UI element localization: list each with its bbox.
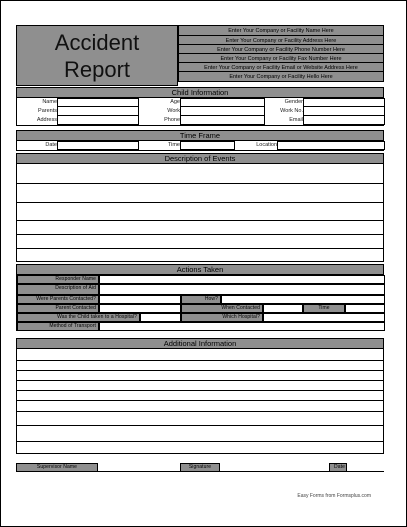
description-line xyxy=(17,202,383,203)
work-label: Work xyxy=(167,108,180,114)
email-field[interactable] xyxy=(303,115,385,125)
contact-time-label: Time xyxy=(303,304,345,313)
age-label: Age xyxy=(170,99,180,105)
title-line-2: Report xyxy=(63,57,131,82)
gender-label: Gender xyxy=(284,99,303,105)
address-field[interactable] xyxy=(57,115,139,125)
additional-line xyxy=(17,360,383,361)
signature-label: Signature xyxy=(180,463,220,472)
which-hospital-field[interactable] xyxy=(263,313,385,322)
supervisor-name-label: Supervisor Name xyxy=(16,463,98,472)
company-address-line[interactable]: Enter Your Company or Facility Address Here xyxy=(178,35,384,45)
additional-information-area[interactable] xyxy=(16,349,384,454)
description-heading: Description of Events xyxy=(16,153,384,164)
when-contacted-field[interactable] xyxy=(263,304,303,313)
additional-information-heading: Additional Information xyxy=(16,338,384,349)
additional-line xyxy=(17,380,383,381)
signature-field[interactable] xyxy=(220,463,329,472)
time-frame-section xyxy=(16,141,384,151)
additional-line xyxy=(17,425,383,426)
phone-label: Phone xyxy=(164,117,180,123)
time-label: Time xyxy=(167,142,180,148)
description-line xyxy=(17,183,383,184)
additional-line xyxy=(17,411,383,412)
parent-contacted-label: Parent Contacted xyxy=(17,304,99,313)
date-label: Date xyxy=(45,142,57,148)
responder-name-label: Responder Name xyxy=(17,275,99,284)
actions-taken-section xyxy=(16,275,384,331)
parents-label: Parents xyxy=(38,108,57,114)
name-label: Name xyxy=(42,99,57,105)
supervisor-name-field[interactable] xyxy=(98,463,180,472)
method-of-transport-field[interactable] xyxy=(99,322,385,331)
address-label: Address xyxy=(36,117,57,123)
responder-name-field[interactable] xyxy=(99,275,385,284)
time-field[interactable] xyxy=(180,141,235,150)
child-information-heading: Child Information xyxy=(16,87,384,98)
taken-to-hospital-field[interactable] xyxy=(140,313,181,322)
location-label: Location xyxy=(256,142,277,148)
company-hello-line[interactable]: Enter Your Company or Facility Hello Here xyxy=(178,71,384,82)
additional-line xyxy=(17,400,383,401)
taken-to-hospital-label: Was the Child taken to a Hospital? xyxy=(17,313,140,322)
actions-taken-heading: Actions Taken xyxy=(16,264,384,275)
description-line xyxy=(17,234,383,235)
email-label: Email xyxy=(289,117,303,123)
date-field[interactable] xyxy=(57,141,139,150)
were-parents-contacted-label: Were Parents Contacted? xyxy=(17,295,99,304)
company-email-line[interactable]: Enter Your Company or Facility Email or Website Address Here xyxy=(178,62,384,72)
copyright-footer: Easy Forms from Formsplus.com xyxy=(297,493,371,499)
phone-field[interactable] xyxy=(180,115,265,125)
description-of-aid-field[interactable] xyxy=(99,284,385,295)
were-parents-contacted-field[interactable] xyxy=(99,295,181,304)
company-fax-line[interactable]: Enter Your Company or Facility Fax Number Here xyxy=(178,53,384,63)
company-phone-line[interactable]: Enter Your Company or Facility Phone Number Here xyxy=(178,44,384,54)
date-signoff-label: Date xyxy=(329,463,347,472)
description-of-aid-label: Description of Aid xyxy=(17,284,99,295)
when-contacted-label: When Contacted xyxy=(181,304,263,313)
title-block xyxy=(16,25,178,86)
description-line xyxy=(17,248,383,249)
parent-contacted-field[interactable] xyxy=(99,304,181,313)
company-name-line[interactable]: Enter Your Company or Facility Name Here xyxy=(178,25,384,36)
method-of-transport-label: Method of Transport xyxy=(17,322,99,331)
date-signoff-field[interactable] xyxy=(347,463,384,472)
description-line xyxy=(17,220,383,221)
title-line-1: Accident xyxy=(54,30,140,55)
work-no-label: Work No. xyxy=(280,108,303,114)
location-field[interactable] xyxy=(277,141,385,150)
child-information-section xyxy=(16,98,384,126)
additional-line xyxy=(17,441,383,442)
description-area[interactable] xyxy=(16,164,384,262)
time-frame-heading: Time Frame xyxy=(16,130,384,141)
how-label: How? xyxy=(181,295,221,304)
contact-time-field[interactable] xyxy=(345,304,385,313)
additional-line xyxy=(17,390,383,391)
company-info-block xyxy=(178,25,384,86)
which-hospital-label: Which Hospital? xyxy=(181,313,263,322)
additional-line xyxy=(17,370,383,371)
how-field[interactable] xyxy=(221,295,385,304)
